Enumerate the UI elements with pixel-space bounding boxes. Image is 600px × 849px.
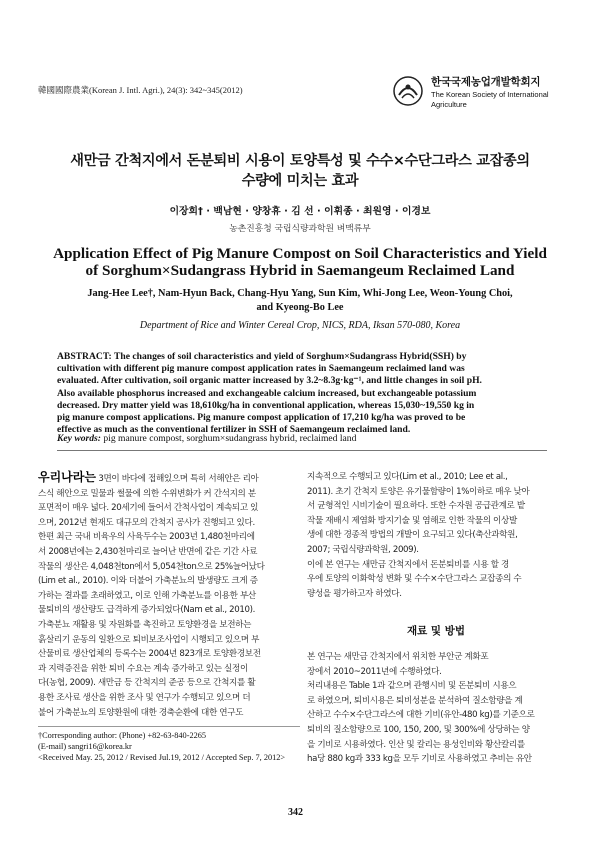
body-line: 2011). 초기 간척지 토양은 유기물함량이 1%이하로 매우 낮아 (307, 486, 530, 497)
society-name-english-line1: The Korean Society of International (431, 90, 549, 99)
body-line: 생에 대한 경종적 방법의 개발이 요구되고 있다(축산과학원, (307, 530, 518, 541)
abstract-line: decreased. Dry matter yield was 18,610kg/ha in conventional application, whereas 15,030~19,550 kg in (57, 399, 475, 411)
body-line: 물퇴비의 생산량도 급격하게 증가되었다(Nam et al., 2010). (38, 605, 256, 616)
body-line: 장에서 2010~2011년에 수행하였다. (307, 666, 442, 677)
corresponding-author-phone: †Corresponding author: (Phone) +82-63-840-2265 (38, 731, 207, 740)
body-line: 스식 해안으로 밀물과 썰물에 의한 수위변화가 커 간석지의 분 (38, 488, 256, 499)
body-line: (Lim et al., 2010). 이와 더불어 가축분뇨의 발생량도 크게 증 (38, 576, 258, 587)
body-line: 로 하였으며, 퇴비시용은 퇴비성분을 분석하여 질소함량을 계 (307, 695, 523, 706)
body-line: 우에 토양의 이화학성 변화 및 수수×수단그라스 교잡종의 수 (307, 574, 522, 585)
society-logo-block (393, 72, 563, 122)
abstract-line: cultivation with different pig manure compost application rates in Saemangeum reclaimed land was (57, 363, 465, 375)
keywords-label: Key words: (57, 433, 101, 444)
body-line: 흙살리기 운동의 일환으로 퇴비보조사업이 시행되고 있으며 부 (38, 634, 260, 645)
body-line: 본 연구는 새만금 간척지에서 위치한 부안군 계화포 (307, 652, 489, 662)
right-column-body-top (307, 470, 565, 601)
authors-english-line2: and Kyeong-Bo Lee (256, 302, 344, 313)
body-line: 으며, 2012년 현재도 대규모의 간척지 공사가 진행되고 있다. (38, 517, 255, 528)
abstract-line: effective as much as the conventional fertilizer in SSH of Saemangeum reclaimed land. (57, 424, 411, 436)
journal-reference: 韓國國際農業(Korean J. Intl. Agri.), 24(3): 342~345(2012) (38, 85, 243, 95)
keywords (57, 433, 356, 444)
keywords-text: pig manure compost, sorghum×sudangrass hybrid, reclaimed land (100, 433, 357, 444)
received-dates: <Received May. 25, 2012 / Revised Jul.19, 2012 / Accepted Sep. 7, 2012> (38, 753, 286, 762)
body-line: 작물 재배시 제염화 방지기술 및 염해로 인한 작물의 이상발 (307, 515, 517, 526)
body-line: 2007; 국립식량과학원, 2009). (307, 544, 419, 555)
body-line: 서 균형적인 시비기술이 필요하다. 또한 수자원 공급관계로 밭 (307, 501, 525, 512)
affiliation-korean: 농촌진흥청 국립식량과학원 벼맥류부 (229, 224, 371, 234)
body-line: 산하고 수수×수단그라스에 대한 기비(유안-480 kg)를 기준으로 (307, 710, 535, 721)
abstract-line: ABSTRACT: The changes of soil characteristics and yield of Sorghum×Sudangrass Hybrid(SSH) by (57, 351, 467, 362)
body-line: 퇴비의 질소함량으로 100, 150, 200, 및 300%에 상당하는 양 (307, 724, 530, 735)
body-line: 작물의 생산은 4,048천ton에서 5,054천ton으로 25%늘어났다 (38, 561, 265, 572)
authors-korean: 이장희† · 백남현 · 양창휴 · 김 선 · 이휘종 · 최원영 · 이경보 (169, 206, 431, 217)
paragraph-first-line: 우리나라는 3면이 바다에 접해있으며 특히 서해안은 리아 (38, 470, 259, 484)
abstract-line: evaluated. After cultivation, soil organic matter increased by 3.2~8.3g·kg⁻¹, and little changes in soil pH. (57, 375, 482, 387)
body-line: 용한 조사료 생산을 위한 조사 및 연구가 수행되고 있으며 더 (38, 692, 251, 703)
body-line: 지속적으로 수행되고 있다(Lim et al., 2010; Lee et al., (307, 472, 508, 482)
right-column-body-bottom (307, 650, 565, 767)
body-line: 을 기비로 시용하였다. 인산 및 칼리는 용성인비와 황산칼리를 (307, 739, 525, 750)
body-line: 과 지력증진을 위한 퇴비 수요는 계속 증가하고 있는 실정이 (38, 663, 248, 674)
abstract-line: Also available phosphorus increased and exchangeable calcium increased, but exchangeable potassium (57, 387, 477, 399)
body-line: 서 2008년에는 2,430천마리로 늘어난 반면에 같은 기간 사료 (38, 546, 258, 557)
abstract (57, 351, 547, 436)
affiliation-english: Department of Rice and Winter Cereal Crop, NICS, RDA, Iksan 570-080, Korea (139, 320, 461, 331)
abstract-divider (57, 450, 547, 451)
body-line: 량성을 평가하고자 하였다. (307, 588, 402, 599)
body-line: 처리내용은 Table 1과 같으며 관행시비 및 돈분퇴비 시용으 (307, 681, 517, 692)
body-line: 이에 본 연구는 새만금 간척지에서 돈분퇴비를 시용 할 경 (307, 559, 509, 570)
abstract-line: pig manure compost applications. Pig manure compost application of 17,210 kg/ha was proved to be (57, 412, 466, 424)
body-line: 한편 최근 국내 비육우의 사육두수는 2003년 1,480천마리에 (38, 532, 255, 543)
body-line: ha당 880 kg과 333 kg을 모두 기비로 사용하였고 추비는 유안 (307, 754, 532, 765)
body-line: 불어 가축분뇨의 토양환원에 대한 경축순환에 대한 연구도 (38, 707, 244, 718)
corresponding-author-email: (E-mail) sangri16@korea.kr (38, 742, 132, 751)
page-number: 342 (288, 807, 303, 818)
society-name-korean: 한국국제농업개발학회지 (431, 76, 541, 88)
title-korean-line2: 수량에 미치는 효과 (241, 173, 359, 189)
society-name-english-line2: Agriculture (431, 100, 467, 109)
lead-word: 우리나라는 (38, 470, 96, 484)
body-line: 가하는 결과를 초래하였고, 이로 인해 가축분뇨를 이용한 부산 (38, 590, 256, 601)
title-english-line1: Application Effect of Pig Manure Compost on Soil Characteristics and Yield (53, 245, 547, 262)
section-title-methods: 재료 및 방법 (406, 625, 466, 637)
body-line: 다(농협, 2009). 새만금 등 간척지의 준공 등으로 간척지를 활 (38, 678, 256, 689)
body-line: 가축분뇨 재활용 및 자원화를 촉진하고 토양환경을 보전하는 (38, 619, 252, 630)
title-korean-line1: 새만금 간척지에서 돈분퇴비 시용이 토양특성 및 수수×수단그라스 교잡종의 (70, 153, 530, 169)
authors-english-line1: Jang-Hee Lee†, Nam-Hyun Back, Chang-Hyu Yang, Sun Kim, Whi-Jong Lee, Weon-Young Choi, (87, 288, 513, 299)
left-column-body (38, 470, 300, 720)
title-english-line2: of Sorghum×Sudangrass Hybrid in Saemangeum Reclaimed Land (85, 262, 515, 279)
body-line: 산물비료 생산업체의 등록수는 2004년 823개로 토양환경보전 (38, 649, 261, 660)
body-line: 포면적이 매우 넓다. 20세기에 들어서 간척사업이 계속되고 있 (38, 503, 259, 514)
footnote-divider (38, 726, 300, 727)
society-emblem-icon (393, 76, 423, 106)
